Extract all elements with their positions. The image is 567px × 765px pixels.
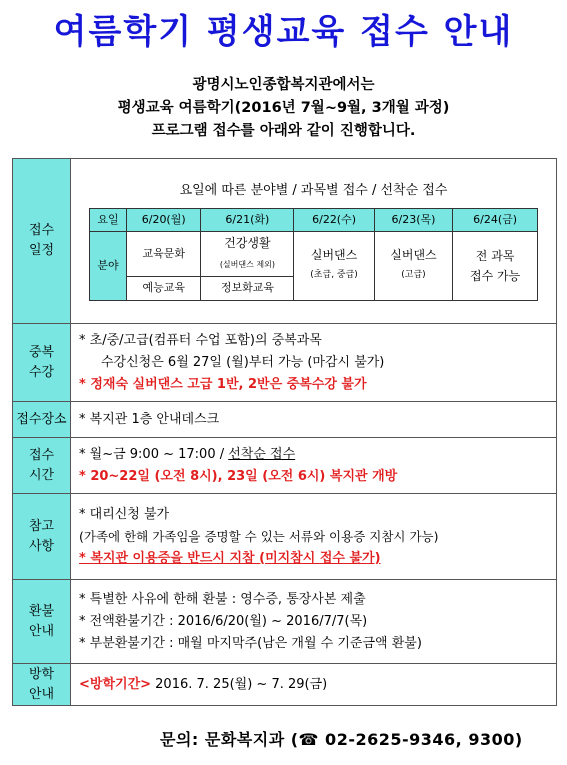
vacation-label: 방학 안내 bbox=[13, 664, 71, 706]
notes-content: * 대리신청 불가 (가족에 한해 가족임을 증명할 수 있는 서류와 이용증 지참시 가능) * 복지관 이용증을 반드시 지참 (미지참시 접수 불가) bbox=[71, 494, 557, 580]
contact-footer: 문의: 문화복지과 (☎ 02-2625-9346, 9300) bbox=[160, 730, 523, 749]
time-label: 접수 시간 bbox=[13, 438, 71, 494]
intro-line-2: 평생교육 여름학기(2016년 7월~9월, 3개월 과정) bbox=[117, 100, 450, 116]
vacation-content: <방학기간> 2016. 7. 25(월) ~ 7. 29(금) bbox=[71, 664, 557, 706]
duplicate-row bbox=[13, 324, 557, 402]
day-header: 6/22(수) bbox=[294, 208, 374, 231]
info-table bbox=[12, 158, 557, 706]
refund-content: * 특별한 사유에 한해 환불 : 영수증, 통장사본 제출 * 전액환불기간 : 2016/6/20(월) ~ 2016/7/7(목) * 부분환불기간 : 매월 마지막주(남은 개월 수 기준금액 환불) bbox=[71, 580, 557, 664]
schedule-label: 접수 일정 bbox=[13, 159, 71, 324]
schedule-content bbox=[71, 159, 557, 324]
refund-row bbox=[13, 580, 557, 664]
refund-label: 환불 안내 bbox=[13, 580, 71, 664]
intro-line-3: 프로그램 접수를 아래와 같이 진행합니다. bbox=[151, 123, 416, 139]
day-header: 6/21(화) bbox=[201, 208, 294, 231]
page-title: 여름학기 평생교육 접수 안내 bbox=[53, 12, 514, 52]
day-header: 6/20(월) bbox=[127, 208, 201, 231]
schedule-cell-tue-2: 정보화교육 bbox=[201, 276, 294, 300]
schedule-table bbox=[89, 208, 538, 301]
schedule-corner: 요일 bbox=[90, 208, 127, 231]
day-header: 6/24(금) bbox=[453, 208, 538, 231]
field-label: 분야 bbox=[90, 231, 127, 300]
time-row bbox=[13, 438, 557, 494]
vacation-row bbox=[13, 664, 557, 706]
schedule-cell-fri: 전 과목 접수 가능 bbox=[453, 231, 538, 300]
schedule-heading: 요일에 따른 분야별 / 과목별 접수 / 선착순 접수 bbox=[179, 182, 448, 198]
schedule-cell-mon-2: 예능교육 bbox=[127, 276, 201, 300]
notes-label: 참고 사항 bbox=[13, 494, 71, 580]
schedule-cell-wed: 실버댄스 (초급, 중급) bbox=[294, 231, 374, 300]
intro-text bbox=[0, 74, 567, 143]
place-content: * 복지관 1층 안내데스크 bbox=[71, 402, 557, 438]
schedule-cell-tue-1: 건강생활 (실버댄스 제외) bbox=[201, 231, 294, 276]
time-content: * 월~금 9:00 ~ 17:00 / 선착순 접수 * 20~22일 (오전 8시), 23일 (오전 6시) 복지관 개방 bbox=[71, 438, 557, 494]
duplicate-label: 중복 수강 bbox=[13, 324, 71, 402]
duplicate-content: * 초/중/고급(컴퓨터 수업 포함)의 중복과목 수강신청은 6월 27일 (월)부터 가능 (마감시 불가) * 정재숙 실버댄스 고급 1반, 2반은 중복수강 불가 bbox=[71, 324, 557, 402]
intro-line-1: 광명시노인종합복지관에서는 bbox=[192, 77, 375, 93]
schedule-cell-mon-1: 교육문화 bbox=[127, 231, 201, 276]
phone-icon: ☎ bbox=[298, 730, 319, 749]
notes-row bbox=[13, 494, 557, 580]
place-row bbox=[13, 402, 557, 438]
schedule-cell-thu: 실버댄스 (고급) bbox=[374, 231, 452, 300]
day-header: 6/23(목) bbox=[374, 208, 452, 231]
vacation-tag: <방학기간> bbox=[79, 676, 152, 692]
schedule-row bbox=[13, 159, 557, 324]
place-label: 접수장소 bbox=[13, 402, 71, 438]
